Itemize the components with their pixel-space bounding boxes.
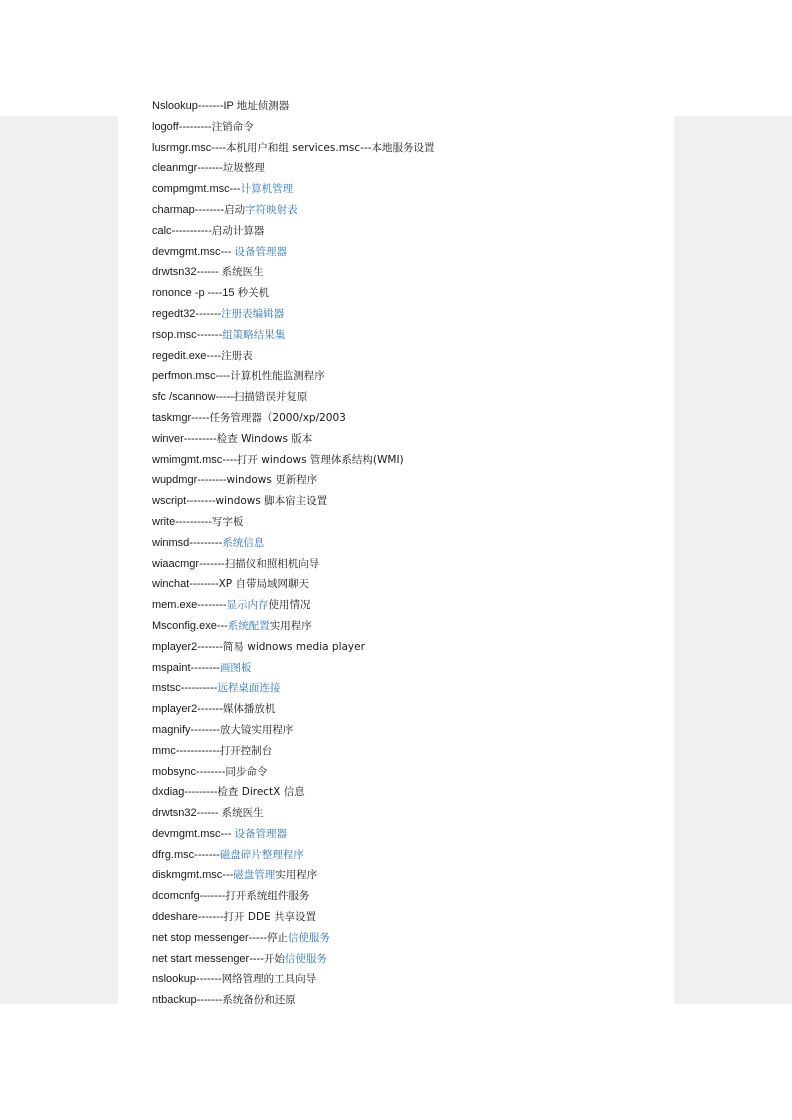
command-text: Msconfig.exe--- bbox=[152, 619, 228, 632]
description-text: 检查 DirectX 信息 bbox=[217, 786, 305, 799]
command-line bbox=[152, 117, 435, 138]
description-text: 计算机性能监测程序 bbox=[230, 370, 325, 383]
description-text: 启动计算器 bbox=[211, 224, 265, 237]
command-line bbox=[152, 824, 435, 845]
command-text: mplayer2------- bbox=[152, 703, 223, 716]
command-text: dxdiag--------- bbox=[152, 786, 218, 799]
command-line bbox=[152, 179, 435, 200]
command-text: nslookup------- bbox=[152, 973, 222, 986]
description-text: 注册表 bbox=[221, 349, 253, 362]
description-link[interactable]: 设备管理器 bbox=[234, 827, 287, 840]
description-text: 打开 windows 管理体系结构(WMI) bbox=[236, 453, 404, 466]
command-text: rsop.msc------- bbox=[152, 328, 223, 341]
description-text: 打开系统组件服务 bbox=[225, 890, 310, 903]
command-text: lusrmgr.msc---- bbox=[152, 141, 226, 154]
description-link[interactable]: 显示内存 bbox=[226, 599, 269, 612]
command-line bbox=[152, 304, 435, 325]
command-line bbox=[152, 325, 435, 346]
command-text: sfc /scannow----- bbox=[152, 391, 234, 404]
command-line bbox=[152, 138, 435, 159]
command-line bbox=[152, 96, 435, 117]
left-margin-texture bbox=[0, 116, 118, 1004]
description-text: 写字板 bbox=[211, 515, 244, 528]
command-text: wupdmgr-------- bbox=[152, 474, 227, 487]
description-link[interactable]: 组策略结果集 bbox=[222, 328, 286, 341]
command-text: charmap-------- bbox=[152, 203, 225, 216]
command-line bbox=[152, 637, 435, 658]
description-link[interactable]: 计算机管理 bbox=[240, 183, 294, 196]
command-text: diskmgmt.msc--- bbox=[152, 869, 234, 882]
command-line bbox=[152, 533, 435, 554]
description-text: 扫描仪和照相机向导 bbox=[224, 557, 320, 570]
description-link[interactable]: 远程桌面连接 bbox=[217, 682, 281, 695]
description-link[interactable]: 画图板 bbox=[219, 661, 252, 674]
command-line bbox=[152, 387, 435, 408]
command-line bbox=[152, 554, 435, 575]
command-text: Nslookup-------IP bbox=[152, 100, 237, 112]
command-text: ddeshare------- bbox=[152, 911, 224, 924]
command-text: devmgmt.msc--- bbox=[152, 245, 235, 258]
command-text: wscript-------- bbox=[152, 495, 216, 508]
description-suffix: 使用情况 bbox=[268, 599, 311, 612]
command-line bbox=[152, 990, 435, 1011]
right-margin-texture bbox=[674, 116, 792, 1004]
command-text: dfrg.msc------- bbox=[152, 848, 220, 861]
command-line bbox=[152, 408, 435, 429]
description-text: windows 脚本宿主设置 bbox=[215, 495, 328, 508]
description-text: 地址侦测器 bbox=[236, 100, 290, 112]
command-line bbox=[152, 491, 435, 512]
description-text: 网络管理的工具向导 bbox=[221, 973, 317, 986]
command-line bbox=[152, 366, 435, 387]
description-text: 本机用户和组 services.msc---本地服务设置 bbox=[225, 141, 435, 154]
command-line bbox=[152, 346, 435, 367]
description-text: 检查 Windows 版本 bbox=[216, 432, 313, 445]
command-line bbox=[152, 741, 435, 762]
command-text: mem.exe-------- bbox=[152, 599, 227, 612]
command-line bbox=[152, 595, 435, 616]
command-line bbox=[152, 242, 435, 263]
command-line bbox=[152, 886, 435, 907]
command-line bbox=[152, 865, 435, 886]
description-text: 系统医生 bbox=[221, 807, 264, 820]
command-text: winchat-------- bbox=[152, 578, 219, 591]
description-text: 媒体播放机 bbox=[222, 703, 276, 716]
command-line bbox=[152, 450, 435, 471]
command-line bbox=[152, 928, 435, 949]
command-line bbox=[152, 907, 435, 928]
command-line bbox=[152, 262, 435, 283]
command-line bbox=[152, 762, 435, 783]
description-text: 启动 bbox=[224, 203, 246, 216]
description-text: XP 自带局域网聊天 bbox=[218, 578, 309, 591]
command-text: drwtsn32------ bbox=[152, 266, 222, 279]
description-link[interactable]: 注册表编辑器 bbox=[221, 307, 285, 320]
command-text: mstsc---------- bbox=[152, 682, 218, 695]
command-line bbox=[152, 512, 435, 533]
command-text: net stop messenger----- bbox=[152, 931, 267, 944]
command-text: mspaint-------- bbox=[152, 661, 220, 674]
command-text: magnify-------- bbox=[152, 723, 220, 736]
command-line bbox=[152, 678, 435, 699]
command-text: write---------- bbox=[152, 515, 212, 528]
command-text: regedt32------- bbox=[152, 307, 222, 320]
command-text: net start messenger---- bbox=[152, 952, 264, 965]
command-text: cleanmgr------- bbox=[152, 162, 223, 175]
description-suffix: 实用程序 bbox=[269, 619, 312, 632]
command-line bbox=[152, 429, 435, 450]
description-link[interactable]: 磁盘碎片整理程序 bbox=[219, 848, 304, 861]
command-line bbox=[152, 658, 435, 679]
command-text: devmgmt.msc--- bbox=[152, 827, 235, 840]
description-text: 系统医生 bbox=[221, 266, 264, 279]
command-text: logoff--------- bbox=[152, 120, 212, 133]
description-text: 简易 widnows media player bbox=[222, 640, 365, 653]
command-line bbox=[152, 699, 435, 720]
command-text: winver--------- bbox=[152, 432, 217, 445]
command-line bbox=[152, 200, 435, 221]
command-line bbox=[152, 949, 435, 970]
command-text: drwtsn32------ bbox=[152, 807, 222, 820]
description-link[interactable]: 设备管理器 bbox=[234, 245, 287, 258]
description-link[interactable]: 信使服务 bbox=[287, 931, 330, 944]
command-text: compmgmt.msc--- bbox=[152, 183, 241, 196]
description-link[interactable]: 字符映射表 bbox=[245, 203, 298, 216]
command-text: ntbackup------- bbox=[152, 994, 223, 1007]
description-text: 同步命令 bbox=[225, 765, 268, 778]
description-text: windows 更新程序 bbox=[226, 474, 318, 487]
command-line bbox=[152, 616, 435, 637]
description-text: 垃圾整理 bbox=[222, 162, 265, 175]
command-line bbox=[152, 158, 435, 179]
command-text: taskmgr----- bbox=[152, 411, 210, 424]
description-text: 系统备份和还原 bbox=[222, 994, 296, 1007]
description-text: 秒关机 bbox=[237, 287, 270, 300]
description-text: 打开控制台 bbox=[219, 744, 273, 757]
description-link[interactable]: 信使服务 bbox=[284, 952, 327, 965]
command-text: perfmon.msc---- bbox=[152, 370, 231, 383]
command-line bbox=[152, 969, 435, 990]
command-line bbox=[152, 782, 435, 803]
command-line bbox=[152, 470, 435, 491]
command-line bbox=[152, 845, 435, 866]
description-text: 扫描错误并复原 bbox=[233, 391, 308, 404]
command-text: rononce -p ----15 bbox=[152, 287, 238, 300]
description-text: 放大镜实用程序 bbox=[219, 723, 294, 736]
command-text: regedit.exe---- bbox=[152, 349, 222, 362]
command-text: mmc------------ bbox=[152, 744, 220, 757]
description-text: 注销命令 bbox=[211, 120, 254, 133]
command-line bbox=[152, 221, 435, 242]
description-text: 任务管理器（2000/xp/2003 bbox=[209, 411, 346, 424]
description-link[interactable]: 系统配置 bbox=[227, 619, 270, 632]
description-link[interactable]: 磁盘管理 bbox=[233, 869, 276, 882]
command-text: winmsd--------- bbox=[152, 536, 223, 549]
description-suffix: 实用程序 bbox=[275, 869, 318, 882]
description-text: 开始 bbox=[263, 952, 285, 965]
command-text: calc----------- bbox=[152, 224, 212, 237]
description-link[interactable]: 系统信息 bbox=[222, 536, 265, 549]
command-text: wiaacmgr------- bbox=[152, 557, 225, 570]
command-text: wmimgmt.msc---- bbox=[152, 453, 237, 466]
command-text: mobsync-------- bbox=[152, 765, 226, 778]
command-text: mplayer2------- bbox=[152, 640, 223, 653]
command-line bbox=[152, 720, 435, 741]
command-line bbox=[152, 803, 435, 824]
description-text: 打开 DDE 共享设置 bbox=[223, 911, 316, 924]
command-line bbox=[152, 283, 435, 304]
command-list bbox=[152, 96, 435, 1011]
description-text: 停止 bbox=[266, 931, 288, 944]
command-line bbox=[152, 574, 435, 595]
command-text: dcomcnfg------- bbox=[152, 890, 226, 903]
